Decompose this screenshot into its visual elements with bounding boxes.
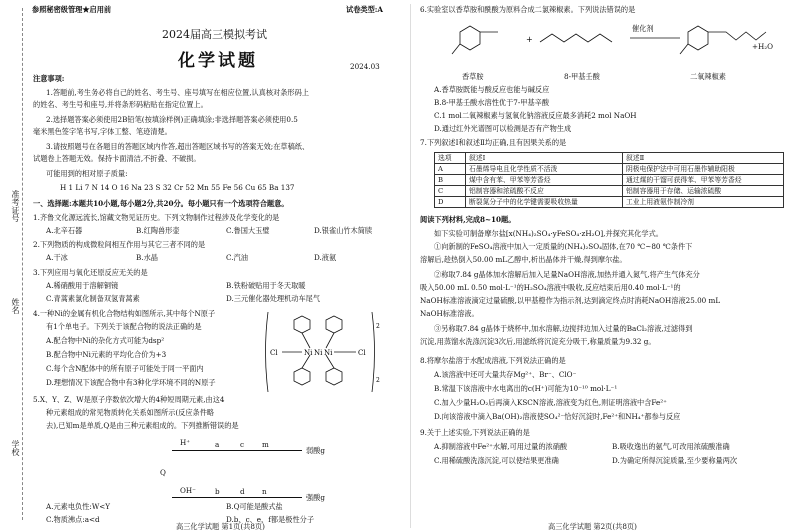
reading-title: 阅读下列材料,完成8~10题。 xyxy=(420,215,516,224)
q2-stem: 2.下列物质的构成微粒间相互作用与其它三者不同的是 xyxy=(33,240,206,249)
q6-catalyst-label: 催化剂 xyxy=(632,24,654,33)
exam-date: 2024.03 xyxy=(350,62,380,71)
q7-row-b-statement-2: 通过煤的干馏可获得苯、甲苯等芳香烃 xyxy=(623,175,784,186)
q7-header-option: 选项 xyxy=(435,153,466,164)
q6-option-c: C.1 mol二氧辣椒素与氢氧化钠溶液反应最多消耗2 mol NaOH xyxy=(434,111,637,120)
q6-option-a: A.香草胺既能与酸反应也能与碱反应 xyxy=(434,85,550,94)
q4-option-d: D.理想情况下该配合物中有3种化学环境不同的N原子 xyxy=(46,378,216,387)
page-title: 化学试题 xyxy=(178,51,258,71)
q2-option-c: C.汽油 xyxy=(226,253,248,262)
q7-header-statement-2: 叙述Ⅱ xyxy=(623,153,784,164)
q7-row-a-statement-2: 阴极电保护法中可用石墨作辅助阳极 xyxy=(623,164,784,175)
q5-option-b: B.Q可能是酸式盐 xyxy=(226,502,283,511)
q7-row-d-statement-1: 断裂氮分子中的化学键需要吸收热量 xyxy=(466,197,623,208)
notes-title: 注意事项: xyxy=(33,74,65,83)
table-row xyxy=(435,164,784,175)
binding-line xyxy=(22,8,23,520)
ni-complex-structure xyxy=(262,308,402,396)
q6-reaction-scheme xyxy=(440,18,790,70)
q2-option-d: D.液氨 xyxy=(314,253,337,262)
diagram-arrow-bottom xyxy=(172,497,302,498)
q9-option-d: D.为确定所得沉淀质量,至少要称量两次 xyxy=(612,456,738,465)
reading-step-1b: 溶解后,趁热倒入50.00 mL乙醇中,析出晶体并干燥,得到摩尔盐。 xyxy=(420,255,627,264)
cl-atom-label-right: Cl xyxy=(358,349,366,357)
q6-reactant-2-name: 8-甲基壬酸 xyxy=(564,72,600,81)
q3-option-c: C.青蒿素氯化制备双氢青蒿素 xyxy=(46,294,140,303)
reading-step-2d: NaOH标准溶液。 xyxy=(420,309,479,318)
q7-table xyxy=(434,152,784,208)
q7-stem: 7.下列叙述Ⅰ和叙述Ⅱ均正确,且有因果关系的是 xyxy=(420,138,567,147)
note-3a: 3.请按照题号在各题目的答题区域内作答,超出答题区域书写的答案无效;在草稿纸、 xyxy=(46,142,310,151)
diagram-m-label: m xyxy=(262,440,269,449)
atomic-masses: H 1 Li 7 N 14 O 16 Na 23 S 32 Cr 52 Mn 55 Fe 56 Cu 65 Ba 137 xyxy=(60,183,295,192)
diagram-a-label: a xyxy=(215,440,220,449)
q7-table-header xyxy=(435,153,784,164)
confidential-label: 参照秘密级管理★启用前 xyxy=(32,5,112,14)
diagram-h-plus: H⁺ xyxy=(180,438,191,447)
q6-reactant-1-name: 香草胺 xyxy=(462,72,484,81)
q3-option-a: A.稀硝酸用于溶解铜镜 xyxy=(46,281,119,290)
q7-row-b-option: B xyxy=(435,175,466,186)
q4-option-b: B.配合物中Ni元素的平均化合价为+3 xyxy=(46,350,167,359)
q7-row-c-option: C xyxy=(435,186,466,197)
subscript-2-bottom: 2 xyxy=(376,377,380,384)
diagram-c-label: c xyxy=(240,440,245,449)
note-2b: 毫米黑色签字笔书写,字体工整、笔迹清楚。 xyxy=(33,127,172,136)
q5-option-d: D.b、c、e、f都是极性分子 xyxy=(226,515,315,524)
school-label: 学校 xyxy=(11,440,20,456)
q1-option-c: C.鲁国大玉璧 xyxy=(226,226,270,235)
q5-stem-2: 种元素组成的常见物质转化关系如图所示(反应条件略 xyxy=(46,408,215,417)
q6-stem: 6.实验室以香草胺和酰酸为原料合成二氯辣椒素。下列说法错误的是 xyxy=(420,5,636,14)
q4-option-c: C.每个含N配体中的所有原子可能处于同一平面内 xyxy=(46,364,204,373)
reading-step-3b: 沉淀,用蒸馏水洗涤沉淀3次后,用滤纸将沉淀充分吸干,称量质量为9.32 g。 xyxy=(420,337,656,346)
q1-option-b: B.红陶兽形壶 xyxy=(136,226,180,235)
name-label: 姓名 xyxy=(11,298,20,314)
q1-option-a: A.北辛石器 xyxy=(46,226,83,235)
q6-option-b: B.8-甲基壬酸水溶性优于7-甲基辛酸 xyxy=(434,98,550,107)
q7-row-a-option: A xyxy=(435,164,466,175)
reading-step-1a: ①向新制的FeSO₄溶液中加入一定质量的(NH₄)₂SO₄固体,在70 ℃~80 ℃条件下 xyxy=(434,242,693,251)
reading-step-3a: ③另称取7.84 g晶体于烧杯中,加水溶解,边搅拌边加入过量的BaCl₂溶液,过滤得到 xyxy=(434,324,693,333)
q2-option-a: A.干冰 xyxy=(46,253,68,262)
section-1-heading: 一、选择题:本题共10小题,每小题2分,共20分。每小题只有一个选项符合题意。 xyxy=(33,199,289,208)
q9-option-a: A.抑制溶液中Fe²⁺水解,可用过量的浓硝酸 xyxy=(434,442,568,451)
q4-option-a: A.配合物中Ni的杂化方式可能为dsp² xyxy=(46,336,165,345)
q3-option-d: D.三元催化器处理机动车尾气 xyxy=(226,294,321,303)
binding-sidebar xyxy=(0,0,28,532)
subscript-2-top: 2 xyxy=(376,323,380,330)
diagram-q: Q xyxy=(160,468,166,477)
q6-water-product: +H₂O xyxy=(752,42,774,51)
masses-title: 可能用到的相对原子质量: xyxy=(46,169,128,178)
diagram-arrow-top xyxy=(172,450,302,451)
q3-stem: 3.下列应用与氧化还原反应无关的是 xyxy=(33,268,148,277)
q8-option-c: C.加入少量H₂O₂后再滴入KSCN溶液,溶液变为红色,则证明溶液中含Fe²⁺ xyxy=(434,398,667,407)
q7-header-statement-1: 叙述Ⅰ xyxy=(466,153,623,164)
ni-atom-label-2: Ni xyxy=(314,349,323,357)
q1-stem: 1.齐鲁文化源远流长,馆藏文物见证历史。下列文物制作过程涉及化学变化的是 xyxy=(33,213,280,222)
diagram-b-label: b xyxy=(215,487,220,496)
cl-atom-label-left: Cl xyxy=(270,349,278,357)
paper-type-label: 试卷类型:A xyxy=(346,5,383,14)
exam-number-label: 准考证号 xyxy=(11,190,20,222)
note-2a: 2.选择题答案必须使用2B铅笔(按填涂样例)正确填涂;非选择题答案必须使用0.5 xyxy=(46,115,298,124)
q7-row-d-option: D xyxy=(435,197,466,208)
q9-option-c: C.用稀硫酸洗涤沉淀,可以使结果更准确 xyxy=(434,456,559,465)
diagram-weak-acid: 弱酸g xyxy=(306,446,325,455)
q8-stem: 8.将摩尔盐溶于水配成溶液,下列说法正确的是 xyxy=(420,356,566,365)
q5-stem-1: 5.X、Y、Z、W是原子序数依次增大的4种短周期元素,由这4 xyxy=(33,395,225,404)
q8-option-b: B.常温下该溶液中水电离出的c(H⁺)可能为10⁻¹⁰ mol·L⁻¹ xyxy=(434,384,618,393)
svg-text:+: + xyxy=(526,35,533,44)
reading-step-2a: ②称取7.84 g晶体加水溶解后加入足量NaOH溶液,加热并通入氮气,将产生气体充分 xyxy=(434,270,700,279)
q5-option-a: A.元素电负性:W<Y xyxy=(46,502,110,511)
q5-option-c: C.物质沸点:a<d xyxy=(46,515,100,524)
q8-option-d: D.向该溶液中滴入Ba(OH)₂溶液使SO₄²⁻恰好沉淀时,Fe²⁺和NH₄⁺都参与反应 xyxy=(434,412,681,421)
page-divider xyxy=(410,4,411,528)
note-3b: 试题卷上答题无效。保持卡面清洁,不折叠、不破损。 xyxy=(33,154,201,163)
reading-step-2b: 吸入50.00 mL 0.50 mol·L⁻¹的H₂SO₄溶液中吸收,反应结束后用0.40 mol·L⁻¹的 xyxy=(420,283,681,292)
q9-stem: 9.关于上述实验,下列说法正确的是 xyxy=(420,428,530,437)
ni-atom-label-1: Ni xyxy=(304,349,313,357)
footer-page-1: 高三化学试题 第1页(共8页) xyxy=(176,522,265,531)
table-row xyxy=(435,175,784,186)
q5-stem-3: 去),已知m是单质,Q是由三种元素组成的。下列推断错误的是 xyxy=(46,421,239,430)
table-row xyxy=(435,197,784,208)
q4-stem-1: 4.一种Ni的金属有机化合物结构如图所示,其中每个N原子 xyxy=(33,309,216,318)
table-row xyxy=(435,186,784,197)
q8-option-a: A.该溶液中还可大量共存Mg²⁺、Br⁻、ClO⁻ xyxy=(434,370,577,379)
q7-row-b-statement-1: 煤中含有苯、甲苯等芳香烃 xyxy=(466,175,623,186)
q6-option-d: D.通过红外光谱图可以检测是否有产物生成 xyxy=(434,124,572,133)
q6-product-name: 二氧辣椒素 xyxy=(690,72,726,81)
exam-name: 2024届高三模拟考试 xyxy=(162,28,267,41)
reading-intro: 如下实验可制备摩尔盐[x(NH₄)₂SO₄·yFeSO₄·zH₂O],并探究其化学式。 xyxy=(434,229,663,238)
q7-row-d-statement-2: 工业上用液氨作制冷剂 xyxy=(623,197,784,208)
q7-row-a-statement-1: 石墨烯导电且化学性质不活泼 xyxy=(466,164,623,175)
reading-step-2c: NaOH标准溶液滴定过量硫酸,以甲基橙作为指示剂,达到滴定终点时消耗NaOH溶液25.00 mL xyxy=(420,296,721,305)
diagram-strong-acid: 强酸g xyxy=(306,493,325,502)
note-1b: 的姓名、考生号和座号,并将条形码粘贴在指定位置上。 xyxy=(33,100,208,109)
q9-option-b: B.吸收逸出的氨气,可改用浓硫酸准确 xyxy=(612,442,730,451)
q7-row-c-statement-2: 铝制容器用于存储、运输浓硫酸 xyxy=(623,186,784,197)
footer-page-2: 高三化学试题 第2页(共8页) xyxy=(548,522,637,531)
q4-stem-2: 有1个单电子。下列关于该配合物的说法正确的是 xyxy=(46,322,202,331)
diagram-d-label: d xyxy=(240,487,245,496)
note-1a: 1.答题前,考生务必将自己的姓名、考生号、座号填写在相应位置,认真核对条形码上 xyxy=(46,88,309,97)
q1-option-d: D.银雀山竹木简牍 xyxy=(314,226,373,235)
diagram-oh-minus: OH⁻ xyxy=(180,486,196,495)
ni-atom-label-3: Ni xyxy=(324,349,333,357)
diagram-n-label: n xyxy=(262,487,267,496)
q7-row-c-statement-1: 铝制容器和浓硫酸不反应 xyxy=(466,186,623,197)
q2-option-b: B.水晶 xyxy=(136,253,158,262)
q3-option-b: B.铁粉破贴用于冬天取暖 xyxy=(226,281,306,290)
